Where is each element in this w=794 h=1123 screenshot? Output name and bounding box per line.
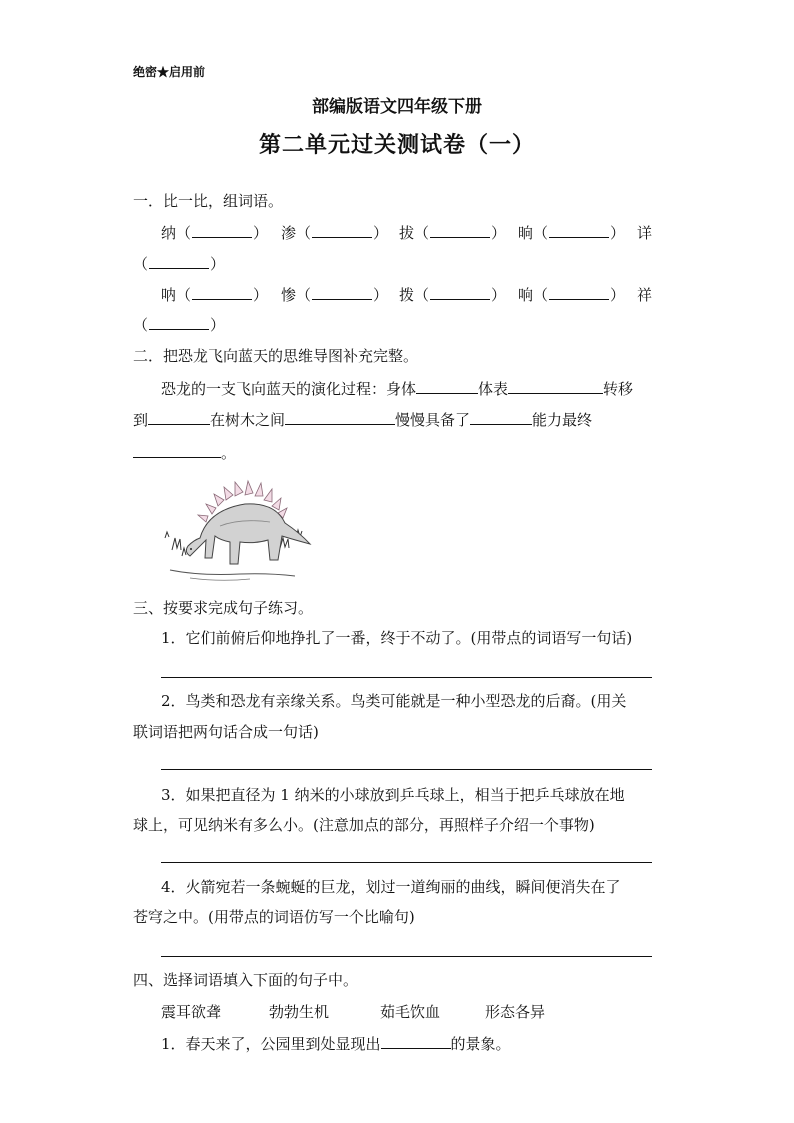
q1-row2-item5-char: 祥	[637, 286, 653, 304]
answer-blank[interactable]	[430, 223, 490, 238]
q1-row2-item3: 拨（ ）	[399, 286, 507, 304]
q1-row1-item5-blank: （ ）	[133, 255, 226, 273]
answer-blank[interactable]	[430, 285, 490, 300]
answer-blank[interactable]	[381, 1034, 451, 1049]
q1-row2-item1: 呐（ ）	[161, 286, 269, 304]
q2-line2: 到 在树木之间 慢慢具备了 能力最终	[133, 411, 593, 429]
q4-word4: 形态各异	[485, 1003, 546, 1021]
q3-item1-answer-line[interactable]	[161, 677, 652, 678]
q4-heading: 四、选择词语填入下面的句子中。	[133, 971, 359, 989]
q4-sentence1: 1．春天来了，公园里到处显现出 的景象。	[161, 1035, 511, 1053]
answer-blank[interactable]	[148, 410, 210, 425]
answer-blank[interactable]	[549, 223, 609, 238]
q3-item4-line1: 4．火箭宛若一条蜿蜒的巨龙，划过一道绚丽的曲线，瞬间便消失在了	[161, 878, 621, 896]
confidential-mark: 绝密★启用前	[133, 65, 206, 79]
q3-item4-answer-line[interactable]	[161, 956, 652, 957]
answer-blank[interactable]	[192, 223, 252, 238]
answer-blank[interactable]	[312, 223, 372, 238]
q2-line1: 恐龙的一支飞向蓝天的演化过程：身体 体表 转移	[161, 380, 634, 398]
q1-row1-item5-char: 详	[637, 224, 653, 242]
answer-blank[interactable]	[470, 410, 532, 425]
q3-heading: 三、按要求完成句子练习。	[133, 599, 314, 617]
answer-blank[interactable]	[192, 285, 252, 300]
q1-row1-item2: 渗（ ）	[281, 224, 389, 242]
stegosaurus-illustration	[160, 478, 320, 588]
q3-item2-answer-line[interactable]	[161, 769, 652, 770]
q3-item3-line2: 球上，可见纳米有多么小。(注意加点的部分，再照样子介绍一个事物)	[133, 816, 595, 834]
answer-blank[interactable]	[149, 315, 209, 330]
answer-blank[interactable]	[416, 379, 478, 394]
answer-blank[interactable]	[508, 379, 603, 394]
q3-item1: 1．它们前俯后仰地挣扎了一番，终于不动了。(用带点的词语写一句话)	[161, 629, 633, 647]
q2-line3: 。	[133, 443, 236, 463]
q1-heading: 一．比一比，组词语。	[133, 192, 284, 210]
answer-blank[interactable]	[312, 285, 372, 300]
q3-item3-line1: 3．如果把直径为 1 纳米的小球放到乒乓球上，相当于把乒乓球放在地	[161, 786, 625, 804]
q1-row1-item1: 纳（ ）	[161, 224, 269, 242]
q4-word3: 茹毛饮血	[380, 1003, 441, 1021]
document-title: 第二单元过关测试卷（一）	[258, 132, 535, 158]
q3-item2-line1: 2．鸟类和恐龙有亲缘关系。鸟类可能就是一种小型恐龙的后裔。(用关	[161, 692, 627, 710]
q1-row1-item3: 拔（ ）	[399, 224, 507, 242]
q1-row2-item5-blank: （ ）	[133, 316, 226, 334]
answer-blank[interactable]	[149, 254, 209, 269]
q3-item4-line2: 苍穹之中。(用带点的词语仿写一个比喻句)	[133, 908, 415, 926]
q2-heading: 二．把恐龙飞向蓝天的思维导图补充完整。	[133, 347, 419, 365]
answer-blank[interactable]	[133, 443, 221, 458]
q4-word1: 震耳欲聋	[161, 1003, 222, 1021]
answer-blank[interactable]	[285, 410, 395, 425]
q3-item2-line2: 联词语把两句话合成一句话)	[133, 723, 319, 741]
answer-blank[interactable]	[549, 285, 609, 300]
q4-word2: 勃勃生机	[269, 1003, 330, 1021]
document-subtitle: 部编版语文四年级下册	[312, 97, 482, 117]
q1-row2-item2: 惨（ ）	[281, 286, 389, 304]
q3-item3-answer-line[interactable]	[161, 862, 652, 863]
q1-row1-item4: 晌（ ）	[518, 224, 626, 242]
q1-row2-item4: 响（ ）	[518, 286, 626, 304]
